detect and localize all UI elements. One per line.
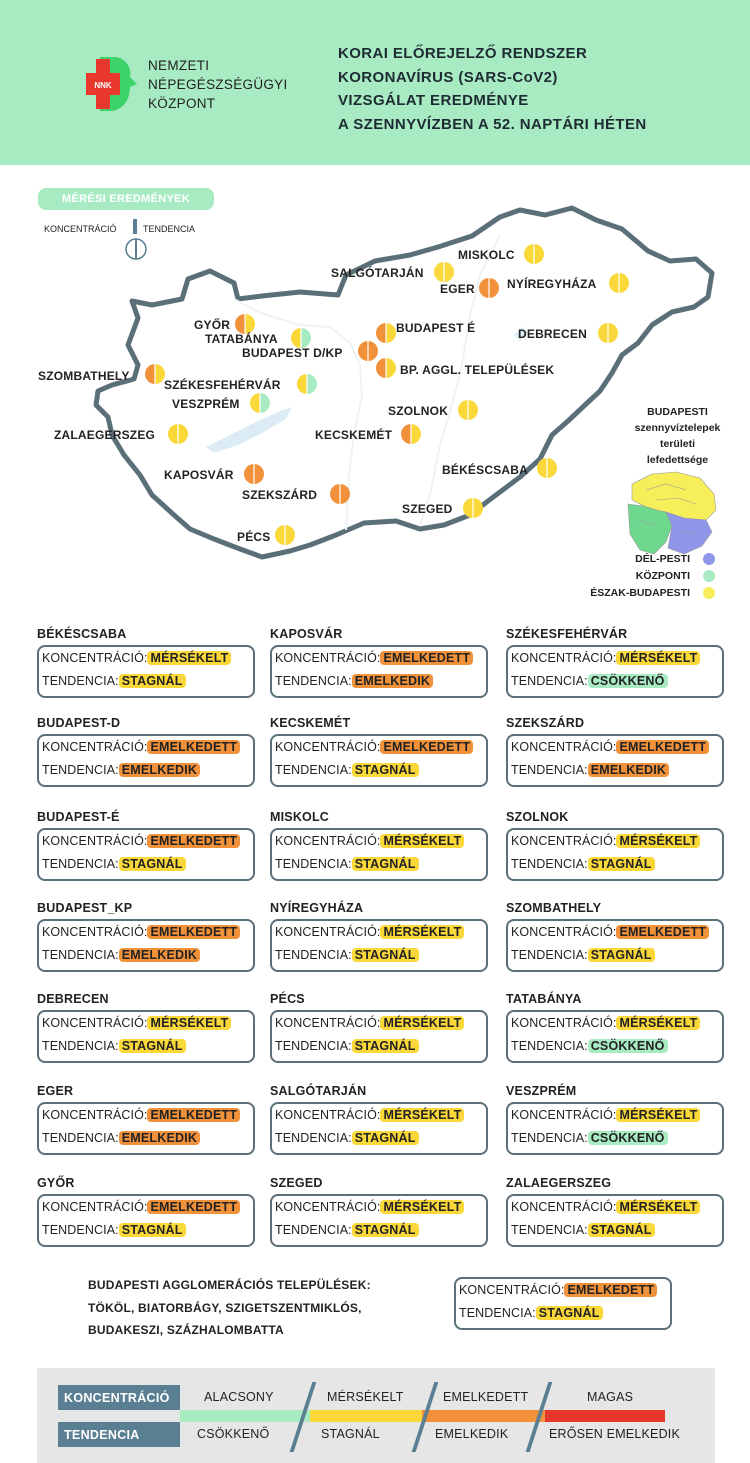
trend-label: TENDENCIA: — [275, 1223, 352, 1237]
trend-row — [511, 948, 655, 962]
city-marker-nyiregyhaza — [609, 273, 629, 293]
trend-value-tag: CSÖKKENŐ — [588, 1131, 668, 1145]
trend-row — [42, 857, 186, 871]
concentration-value-tag: EMELKEDETT — [147, 1108, 240, 1122]
concentration-label: KONCENTRÁCIÓ: — [511, 1016, 617, 1030]
city-marker-bekescsaba — [537, 458, 557, 478]
trend-label: TENDENCIA: — [511, 763, 588, 777]
concentration-label: KONCENTRÁCIÓ: — [459, 1283, 565, 1297]
scale-trend-increasing: EMELKEDIK — [435, 1427, 509, 1441]
title-line: VIZSGÁLAT EREDMÉNYE — [338, 92, 529, 109]
title-line: A SZENNYVÍZBEN A 52. NAPTÁRI HÉTEN — [338, 115, 647, 133]
trend-value-tag: EMELKEDIK — [352, 674, 433, 688]
concentration-value-tag: MÉRSÉKELT — [616, 834, 700, 848]
concentration-label: KONCENTRÁCIÓ: — [511, 740, 617, 754]
city-label-tatabanya: TATABÁNYA — [205, 332, 278, 346]
scale-trend-stagnating: STAGNÁL — [321, 1427, 380, 1441]
concentration-row — [511, 651, 700, 665]
trend-row — [42, 674, 186, 688]
result-card — [270, 1010, 488, 1063]
city-marker-szekszard — [330, 484, 350, 504]
card-title: VESZPRÉM — [506, 1084, 577, 1098]
trend-value-tag: STAGNÁL — [588, 857, 655, 871]
bp-legend-south: DÉL-PESTI — [635, 553, 690, 565]
concentration-value-tag: MÉRSÉKELT — [616, 1200, 700, 1214]
bp-coverage-line: területi — [659, 438, 695, 450]
trend-label: TENDENCIA: — [275, 674, 352, 688]
trend-value-tag: CSÖKKENŐ — [588, 674, 668, 688]
results-legend-pill: MÉRÉSI EREDMÉNYEK — [38, 188, 214, 210]
concentration-row — [511, 834, 700, 848]
trend-label: TENDENCIA: — [42, 1039, 119, 1053]
bp-coverage-line: lefedettsége — [646, 454, 709, 466]
city-label-szekszard: SZEKSZÁRD — [242, 488, 318, 502]
concentration-value-tag: EMELKEDETT — [380, 651, 473, 665]
city-label-budapest-dkp: BUDAPEST D/KP — [242, 346, 343, 360]
city-marker-kecskemet — [401, 424, 421, 444]
trend-label: TENDENCIA: — [511, 674, 588, 688]
bp-legend-south-swatch — [703, 553, 715, 565]
concentration-label: KONCENTRÁCIÓ: — [275, 1200, 381, 1214]
city-label-bp-aggl: BP. AGGL. TELEPÜLÉSEK — [400, 363, 555, 377]
concentration-value-tag: MÉRSÉKELT — [616, 651, 700, 665]
result-card — [506, 1010, 724, 1063]
nnk-logo — [74, 55, 144, 113]
trend-row — [42, 1223, 186, 1237]
org-line: NEMZETI — [148, 58, 210, 73]
scale-conc-moderate: MÉRSÉKELT — [327, 1390, 404, 1404]
card-title: KAPOSVÁR — [270, 627, 343, 641]
city-label-pecs: PÉCS — [237, 530, 271, 544]
bp-coverage-line: BUDAPESTI — [647, 406, 708, 418]
trend-row — [511, 1039, 668, 1053]
result-card — [37, 1194, 255, 1247]
scale-concentration-label: KONCENTRÁCIÓ — [58, 1385, 180, 1410]
trend-label: TENDENCIA: — [275, 857, 352, 871]
scale-trend-strongly-increasing: ERŐSEN EMELKEDIK — [549, 1427, 681, 1441]
trend-row — [275, 1131, 419, 1145]
concentration-row — [42, 1108, 240, 1122]
trend-row — [511, 1223, 655, 1237]
trend-row — [275, 763, 419, 777]
card-title: MISKOLC — [270, 810, 330, 824]
card-title: SZOLNOK — [506, 810, 569, 824]
result-card — [37, 645, 255, 698]
trend-label: TENDENCIA: — [42, 948, 119, 962]
logo-text: NNK — [94, 81, 112, 90]
header-banner — [0, 0, 750, 165]
concentration-row — [275, 925, 464, 939]
card-title: BUDAPEST_KP — [37, 901, 133, 915]
agglomeration-description — [88, 1274, 371, 1342]
result-card — [506, 645, 724, 698]
concentration-value-tag: MÉRSÉKELT — [616, 1108, 700, 1122]
trend-value-tag: STAGNÁL — [588, 948, 655, 962]
scale-conc-low: ALACSONY — [204, 1390, 274, 1404]
city-marker-bp-aggl — [376, 358, 396, 378]
concentration-label: KONCENTRÁCIÓ: — [42, 740, 148, 754]
result-card — [270, 645, 488, 698]
trend-value-tag: STAGNÁL — [352, 763, 419, 777]
concentration-row — [511, 1108, 700, 1122]
concentration-value-tag: MÉRSÉKELT — [147, 651, 231, 665]
concentration-label: KONCENTRÁCIÓ: — [42, 834, 148, 848]
concentration-label: KONCENTRÁCIÓ: — [275, 740, 381, 754]
trend-row — [42, 948, 200, 962]
concentration-row — [459, 1283, 657, 1297]
scale-trend-decreasing: CSÖKKENŐ — [197, 1427, 270, 1441]
city-label-nyiregyhaza: NYÍREGYHÁZA — [507, 277, 597, 291]
trend-label: TENDENCIA: — [459, 1306, 536, 1320]
city-marker-budapest-dkp — [358, 341, 378, 361]
organization-name — [148, 56, 288, 113]
concentration-value-tag: MÉRSÉKELT — [380, 1108, 464, 1122]
scale-legend — [37, 1368, 715, 1463]
card-title: KECSKEMÉT — [270, 716, 351, 730]
concentration-label: KONCENTRÁCIÓ: — [42, 1200, 148, 1214]
concentration-value-tag: EMELKEDETT — [147, 925, 240, 939]
concentration-row — [511, 1200, 700, 1214]
result-card — [270, 1102, 488, 1155]
bp-coverage-line: szennyvíztelepek — [634, 422, 721, 434]
city-marker-szekesfehervar — [297, 374, 317, 394]
concentration-value-tag: EMELKEDETT — [147, 1200, 240, 1214]
concentration-row — [42, 925, 240, 939]
card-title: BUDAPEST-É — [37, 810, 120, 824]
title-line: KORAI ELŐREJELZŐ RENDSZER — [338, 45, 588, 62]
concentration-row — [511, 740, 709, 754]
trend-label: TENDENCIA: — [511, 1039, 588, 1053]
city-label-zalaegerszeg: ZALAEGERSZEG — [54, 428, 156, 442]
concentration-row — [275, 740, 473, 754]
result-card — [506, 1102, 724, 1155]
city-marker-zalaegerszeg — [168, 424, 188, 444]
trend-label: TENDENCIA: — [275, 948, 352, 962]
city-label-debrecen: DEBRECEN — [518, 327, 587, 341]
trend-value-tag: STAGNÁL — [119, 1223, 186, 1237]
result-card — [37, 734, 255, 787]
trend-value-tag: STAGNÁL — [119, 857, 186, 871]
trend-value-tag: STAGNÁL — [352, 1131, 419, 1145]
trend-value-tag: STAGNÁL — [119, 674, 186, 688]
agglomeration-line: BUDAKESZI, SZÁZHALOMBATTA — [88, 1323, 284, 1337]
city-label-szeged: SZEGED — [402, 502, 453, 516]
agglomeration-line: BUDAPESTI AGGLOMERÁCIÓS TELEPÜLÉSEK: — [88, 1278, 371, 1292]
result-card — [37, 919, 255, 972]
concentration-row — [511, 925, 709, 939]
concentration-value-tag: EMELKEDETT — [380, 740, 473, 754]
trend-row — [275, 1039, 419, 1053]
city-marker-salgotarjan — [434, 262, 454, 282]
city-label-gyor: GYŐR — [194, 318, 231, 332]
card-title: PÉCS — [270, 992, 305, 1006]
city-marker-eger — [479, 278, 499, 298]
city-marker-szeged — [463, 498, 483, 518]
scale-bar-elevated — [422, 1410, 545, 1422]
concentration-label: KONCENTRÁCIÓ: — [511, 1108, 617, 1122]
trend-row — [42, 763, 200, 777]
trend-value-tag: STAGNÁL — [352, 948, 419, 962]
result-card — [37, 828, 255, 881]
city-label-kecskemet: KECSKEMÉT — [315, 428, 393, 442]
trend-label: TENDENCIA: — [42, 763, 119, 777]
scale-bar-moderate — [310, 1410, 422, 1422]
concentration-row — [42, 834, 240, 848]
trend-row — [275, 857, 419, 871]
result-card — [506, 828, 724, 881]
trend-row — [511, 763, 669, 777]
trend-value-tag: STAGNÁL — [536, 1306, 603, 1320]
trend-label: TENDENCIA: — [511, 948, 588, 962]
result-card — [506, 919, 724, 972]
concentration-value-tag: MÉRSÉKELT — [380, 925, 464, 939]
card-title: ZALAEGERSZEG — [506, 1176, 612, 1190]
concentration-label: KONCENTRÁCIÓ: — [275, 925, 381, 939]
concentration-label: KONCENTRÁCIÓ: — [511, 925, 617, 939]
concentration-value-tag: EMELKEDETT — [564, 1283, 657, 1297]
card-title: SZOMBATHELY — [506, 901, 602, 915]
trend-label: TENDENCIA: — [275, 1131, 352, 1145]
city-label-szombathely: SZOMBATHELY — [38, 369, 130, 383]
trend-value-tag: EMELKEDIK — [119, 948, 200, 962]
result-card — [270, 919, 488, 972]
card-title: BÉKÉSCSABA — [37, 627, 127, 641]
card-title: SZÉKESFEHÉRVÁR — [506, 627, 628, 641]
concentration-label: KONCENTRÁCIÓ: — [42, 1016, 148, 1030]
result-card — [37, 1102, 255, 1155]
agglomeration-result-card — [454, 1277, 672, 1330]
result-card — [270, 1194, 488, 1247]
result-card — [506, 734, 724, 787]
city-label-budapest-e: BUDAPEST É — [396, 321, 476, 335]
scale-bar-high — [545, 1410, 665, 1422]
agglomeration-line: TÖKÖL, BIATORBÁGY, SZIGETSZENTMIKLÓS, — [88, 1300, 362, 1315]
budapest-coverage-map — [626, 470, 718, 556]
legend-concentration-label: KONCENTRÁCIÓ — [44, 224, 117, 234]
city-marker-debrecen — [598, 323, 618, 343]
city-marker-gyor — [235, 314, 255, 334]
result-card — [270, 734, 488, 787]
trend-row — [275, 1223, 419, 1237]
trend-label: TENDENCIA: — [511, 857, 588, 871]
trend-row — [42, 1131, 200, 1145]
trend-label: TENDENCIA: — [42, 857, 119, 871]
city-marker-szombathely — [145, 364, 165, 384]
bp-legend-central: KÖZPONTI — [635, 570, 690, 582]
concentration-row — [275, 1108, 464, 1122]
city-label-eger: EGER — [440, 282, 475, 296]
card-title: SALGÓTARJÁN — [270, 1084, 367, 1098]
concentration-row — [275, 834, 464, 848]
trend-label: TENDENCIA: — [42, 1223, 119, 1237]
bp-legend-north-swatch — [703, 587, 715, 599]
trend-row — [275, 674, 433, 688]
scale-conc-elevated: EMELKEDETT — [443, 1390, 529, 1404]
trend-row — [275, 948, 419, 962]
concentration-value-tag: MÉRSÉKELT — [616, 1016, 700, 1030]
trend-row — [42, 1039, 186, 1053]
city-marker-szolnok — [458, 400, 478, 420]
concentration-value-tag: MÉRSÉKELT — [147, 1016, 231, 1030]
city-marker-miskolc — [524, 244, 544, 264]
concentration-label: KONCENTRÁCIÓ: — [275, 1108, 381, 1122]
trend-value-tag: STAGNÁL — [119, 1039, 186, 1053]
concentration-label: KONCENTRÁCIÓ: — [275, 651, 381, 665]
trend-label: TENDENCIA: — [511, 1223, 588, 1237]
trend-value-tag: STAGNÁL — [588, 1223, 655, 1237]
trend-value-tag: STAGNÁL — [352, 857, 419, 871]
trend-label: TENDENCIA: — [42, 1131, 119, 1145]
concentration-label: KONCENTRÁCIÓ: — [511, 651, 617, 665]
trend-row — [511, 1131, 668, 1145]
city-label-veszprem: VESZPRÉM — [172, 397, 240, 411]
concentration-row — [42, 1200, 240, 1214]
card-title: TATABÁNYA — [506, 992, 582, 1006]
city-label-szekesfehervar: SZÉKESFEHÉRVÁR — [164, 378, 281, 392]
concentration-row — [42, 651, 231, 665]
trend-label: TENDENCIA: — [42, 674, 119, 688]
title-line: KORONAVÍRUS (SARS-CoV2) — [338, 68, 558, 86]
concentration-value-tag: EMELKEDETT — [147, 834, 240, 848]
concentration-label: KONCENTRÁCIÓ: — [275, 834, 381, 848]
bp-legend-central-swatch — [703, 570, 715, 582]
concentration-value-tag: EMELKEDETT — [147, 740, 240, 754]
trend-value-tag: EMELKEDIK — [119, 1131, 200, 1145]
concentration-row — [511, 1016, 700, 1030]
trend-label: TENDENCIA: — [511, 1131, 588, 1145]
city-marker-veszprem — [250, 393, 270, 413]
concentration-label: KONCENTRÁCIÓ: — [511, 834, 617, 848]
city-marker-kaposvar — [244, 464, 264, 484]
legend-trend-label: TENDENCIA — [143, 224, 196, 234]
result-card — [506, 1194, 724, 1247]
scale-trend-label: TENDENCIA — [58, 1422, 180, 1447]
city-label-salgotarjan: SALGÓTARJÁN — [331, 266, 424, 280]
concentration-value-tag: EMELKEDETT — [616, 740, 709, 754]
concentration-value-tag: MÉRSÉKELT — [380, 834, 464, 848]
concentration-value-tag: EMELKEDETT — [616, 925, 709, 939]
bp-coverage-title — [620, 404, 735, 468]
trend-value-tag: STAGNÁL — [352, 1039, 419, 1053]
card-title: NYÍREGYHÁZA — [270, 901, 364, 915]
org-line: KÖZPONT — [148, 96, 216, 111]
city-label-bekescsaba: BÉKÉSCSABA — [442, 463, 529, 477]
card-title: DEBRECEN — [37, 992, 109, 1006]
bp-legend-north: ÉSZAK-BUDAPESTI — [590, 587, 690, 599]
city-label-szolnok: SZOLNOK — [388, 404, 449, 418]
city-marker-budapest-e — [376, 323, 396, 343]
trend-row — [459, 1306, 603, 1320]
city-marker-tatabanya — [291, 328, 311, 348]
card-title: SZEGED — [270, 1176, 323, 1190]
concentration-label: KONCENTRÁCIÓ: — [275, 1016, 381, 1030]
trend-label: TENDENCIA: — [275, 763, 352, 777]
result-card — [270, 828, 488, 881]
trend-value-tag: CSÖKKENŐ — [588, 1039, 668, 1053]
city-label-miskolc: MISKOLC — [458, 248, 515, 262]
card-title: GYŐR — [37, 1176, 75, 1190]
page-title — [338, 42, 647, 136]
trend-row — [511, 857, 655, 871]
scale-bar-low — [180, 1410, 310, 1422]
concentration-row — [275, 651, 473, 665]
concentration-row — [42, 1016, 231, 1030]
result-card — [37, 1010, 255, 1063]
card-title: EGER — [37, 1084, 74, 1098]
scale-conc-high: MAGAS — [587, 1390, 634, 1404]
concentration-label: KONCENTRÁCIÓ: — [42, 925, 148, 939]
concentration-row — [275, 1200, 464, 1214]
card-title: BUDAPEST-D — [37, 716, 121, 730]
city-marker-pecs — [275, 525, 295, 545]
concentration-value-tag: MÉRSÉKELT — [380, 1016, 464, 1030]
concentration-label: KONCENTRÁCIÓ: — [42, 651, 148, 665]
concentration-row — [42, 740, 240, 754]
trend-label: TENDENCIA: — [275, 1039, 352, 1053]
city-label-kaposvar: KAPOSVÁR — [164, 468, 234, 482]
trend-value-tag: STAGNÁL — [352, 1223, 419, 1237]
concentration-label: KONCENTRÁCIÓ: — [42, 1108, 148, 1122]
concentration-label: KONCENTRÁCIÓ: — [511, 1200, 617, 1214]
org-line: NÉPEGÉSZSÉGÜGYI — [148, 77, 288, 92]
trend-value-tag: EMELKEDIK — [119, 763, 200, 777]
concentration-row — [275, 1016, 464, 1030]
concentration-value-tag: MÉRSÉKELT — [380, 1200, 464, 1214]
trend-value-tag: EMELKEDIK — [588, 763, 669, 777]
card-title: SZEKSZÁRD — [506, 716, 585, 730]
trend-row — [511, 674, 668, 688]
